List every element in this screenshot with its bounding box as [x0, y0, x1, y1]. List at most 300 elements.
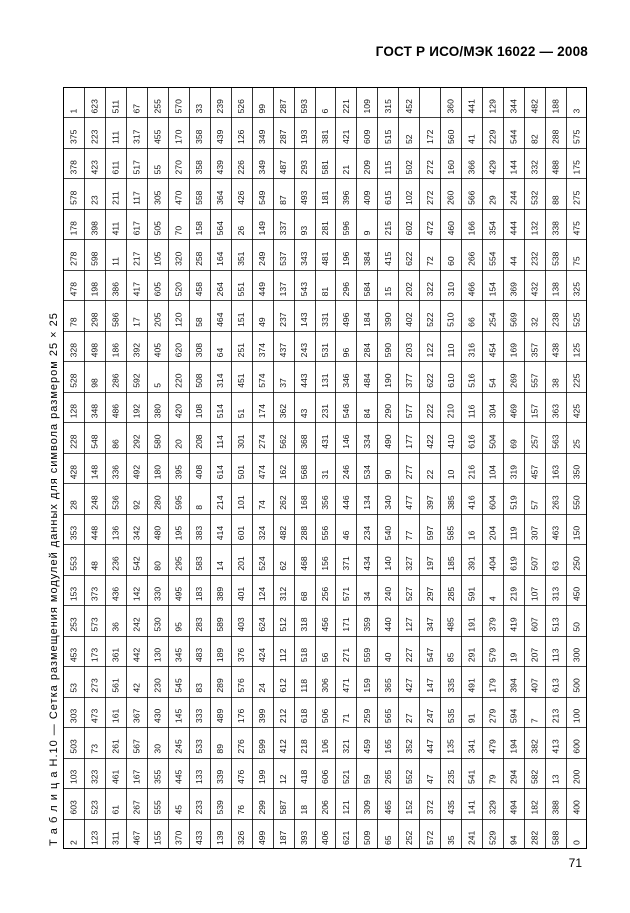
- grid-cell: 191: [466, 617, 477, 632]
- grid-cell: 323: [89, 769, 100, 785]
- grid-cell: 488: [550, 160, 561, 175]
- grid-cell: 354: [487, 221, 498, 236]
- grid-cell: 520: [173, 282, 184, 297]
- grid-cell: 460: [445, 221, 456, 236]
- grid-cell: 584: [361, 282, 372, 297]
- grid-cell: 219: [508, 586, 519, 602]
- grid-cell: 292: [131, 434, 142, 449]
- grid-cell: 622: [424, 373, 435, 388]
- grid-cell: 2: [68, 840, 79, 845]
- grid-cell: 594: [508, 708, 519, 724]
- grid-cell: 330: [152, 586, 163, 602]
- grid-cell: 472: [424, 221, 435, 236]
- grid-cell: 274: [257, 434, 268, 449]
- grid-cell: 400: [571, 800, 582, 815]
- grid-cell: 476: [236, 769, 247, 785]
- grid-cell: 481: [320, 251, 330, 266]
- grid-cell: 222: [424, 403, 435, 419]
- grid-cell: 235: [445, 769, 456, 785]
- grid-cell: 210: [445, 403, 456, 419]
- grid-cell: 435: [445, 800, 456, 815]
- grid-cell: 371: [340, 556, 351, 571]
- grid-cell: 267: [131, 800, 142, 815]
- grid-cell: 276: [236, 739, 247, 754]
- grid-cell: 153: [68, 586, 79, 602]
- grid-cell: 607: [529, 617, 540, 632]
- grid-cell: 542: [131, 556, 142, 571]
- grid-cell: 30: [152, 743, 163, 754]
- grid-cell: 181: [320, 190, 330, 205]
- grid-cell: 95: [173, 622, 184, 632]
- grid-cell: 401: [236, 586, 247, 602]
- grid-cell: 60: [445, 256, 456, 266]
- grid-cell: 96: [340, 347, 351, 358]
- grid-cell: 170: [173, 129, 184, 144]
- grid-cell: 314: [215, 373, 226, 388]
- grid-cell: 451: [236, 373, 247, 388]
- grid-cell: 41: [466, 134, 477, 144]
- grid-cell: 382: [529, 739, 540, 754]
- grid-cell: 231: [320, 403, 330, 419]
- grid-cell: 505: [152, 221, 163, 236]
- grid-cell: 585: [445, 525, 456, 541]
- grid-cell: 63: [550, 561, 561, 571]
- grid-cell: 562: [278, 434, 289, 449]
- grid-cell: 410: [445, 434, 456, 449]
- grid-cell: 34: [361, 591, 372, 602]
- grid-cell: 263: [550, 495, 561, 510]
- grid-cell: 579: [487, 647, 498, 663]
- grid-cell: 123: [89, 830, 100, 845]
- grid-cell: 48: [89, 561, 100, 571]
- grid-cell: 618: [299, 708, 310, 724]
- grid-cell: 203: [403, 342, 414, 358]
- grid-cell: 394: [508, 678, 519, 693]
- grid-cell: 42: [131, 683, 142, 693]
- grid-cell: 162: [278, 464, 289, 480]
- grid-cell: 381: [320, 129, 330, 144]
- grid-cell: 598: [89, 251, 100, 266]
- grid-cell: 312: [278, 586, 289, 602]
- grid-cell: 327: [403, 556, 414, 571]
- grid-cell: 344: [508, 99, 519, 114]
- grid-cell: 359: [361, 617, 372, 632]
- grid-cell: 434: [361, 556, 372, 571]
- grid-cell: 471: [340, 678, 351, 693]
- grid-cell: 208: [194, 434, 205, 449]
- grid-cell: 149: [257, 221, 268, 236]
- grid-cell: 193: [299, 129, 310, 144]
- grid-cell: 369: [508, 282, 519, 297]
- grid-cell: 308: [194, 342, 205, 358]
- grid-cell: 307: [529, 525, 540, 541]
- grid-cell: 380: [152, 403, 163, 419]
- grid-cell: 421: [340, 129, 351, 144]
- grid-cell: 249: [257, 251, 268, 266]
- grid-cell: 384: [361, 251, 372, 266]
- grid-cell: 209: [361, 160, 372, 175]
- page-number: 71: [568, 856, 582, 870]
- grid-cell: 212: [278, 708, 289, 724]
- grid-cell: 549: [257, 190, 268, 205]
- grid-cell: 454: [487, 342, 498, 358]
- grid-cell: 238: [550, 312, 561, 327]
- grid-cell: 531: [320, 342, 330, 358]
- grid-cell: 474: [257, 464, 268, 480]
- grid-cell: 283: [194, 617, 205, 632]
- grid-cell: 468: [299, 556, 310, 571]
- grid-cell: 484: [361, 373, 372, 388]
- grid-cell: 318: [299, 617, 310, 632]
- grid-cell: 329: [487, 800, 498, 815]
- grid-cell: 565: [382, 708, 393, 724]
- grid-cell: 85: [445, 652, 456, 663]
- grid-cell: 595: [173, 495, 184, 510]
- grid-cell: 239: [215, 99, 226, 114]
- grid-cell: 349: [257, 160, 268, 175]
- grid-cell: 587: [278, 800, 289, 815]
- grid-cell: 365: [382, 678, 393, 693]
- grid-cell: 346: [340, 373, 351, 388]
- grid-cell: 416: [466, 495, 477, 510]
- document-header: ГОСТ Р ИСО/МЭК 16022 — 2008: [375, 44, 588, 59]
- grid-cell: 221: [340, 99, 351, 114]
- grid-cell: 547: [424, 647, 435, 663]
- grid-cell: 192: [131, 403, 142, 419]
- grid-cell: 546: [340, 403, 351, 419]
- grid-cell: 135: [445, 739, 456, 754]
- grid-cell: 152: [403, 800, 414, 815]
- grid-cell: 321: [340, 739, 351, 754]
- grid-cell: 290: [382, 403, 393, 419]
- grid-cell: 229: [487, 129, 498, 144]
- table-caption: Т а б л и ц а Н.10 — Сетка размещения модулей данных для символа размером 25 × 25: [48, 312, 60, 846]
- grid-cell: 447: [424, 739, 435, 754]
- grid-cell: 341: [466, 739, 477, 754]
- grid-cell: 370: [173, 830, 184, 845]
- grid-cell: 390: [382, 312, 393, 327]
- grid-cell: 7: [529, 718, 540, 724]
- grid-cell: 609: [361, 129, 372, 144]
- grid-cell: 18: [299, 804, 310, 815]
- grid-cell: 492: [131, 464, 142, 480]
- grid-cell: 457: [529, 464, 540, 480]
- grid-cell: 272: [424, 160, 435, 175]
- grid-cell: 277: [403, 464, 414, 480]
- grid-cell: 145: [173, 708, 184, 724]
- grid-cell: 12: [278, 774, 289, 785]
- grid-cell: 245: [173, 739, 184, 754]
- grid-cell: 356: [320, 495, 330, 510]
- grid-cell: 201: [236, 556, 247, 571]
- grid-cell: 124: [257, 586, 268, 602]
- grid-cell: 189: [215, 647, 226, 663]
- grid-cell: 319: [508, 464, 519, 480]
- grid-cell: 70: [173, 225, 184, 236]
- grid-cell: 453: [68, 647, 79, 663]
- grid-cell: 227: [403, 647, 414, 663]
- grid-cell: 561: [110, 678, 121, 693]
- grid-cell: 204: [487, 525, 498, 541]
- grid-cell: 216: [466, 464, 477, 480]
- grid-cell: 143: [299, 312, 310, 327]
- grid-cell: 578: [68, 190, 79, 205]
- grid-cell: 90: [382, 469, 393, 480]
- grid-cell: 62: [278, 561, 289, 571]
- grid-cell: 250: [571, 556, 582, 571]
- grid-cell: 176: [236, 708, 247, 724]
- grid-cell: 78: [68, 317, 79, 327]
- grid-cell: 428: [68, 464, 79, 480]
- grid-cell: 255: [152, 99, 163, 114]
- grid-cell: 165: [382, 739, 393, 754]
- grid-cell: 150: [571, 525, 582, 541]
- grid-cell: 338: [550, 221, 561, 236]
- grid-cell: 335: [445, 678, 456, 693]
- grid-cell: 427: [403, 678, 414, 693]
- grid-cell: 127: [403, 617, 414, 632]
- grid-cell: 616: [466, 434, 477, 449]
- grid-cell: 556: [320, 525, 330, 541]
- grid-cell: 554: [487, 251, 498, 266]
- grid-cell: 518: [299, 647, 310, 663]
- grid-cell: 299: [257, 800, 268, 815]
- grid-cell: 137: [278, 282, 289, 297]
- grid-cell: 211: [110, 191, 121, 205]
- grid-cell: 49: [257, 317, 268, 327]
- grid-cell: 82: [529, 134, 540, 144]
- grid-cell: 429: [487, 160, 498, 175]
- grid-cell: 287: [278, 129, 289, 144]
- grid-cell: 242: [131, 617, 142, 632]
- grid-cell: 534: [361, 464, 372, 480]
- grid-cell: 463: [550, 525, 561, 541]
- grid-cell: 313: [550, 586, 561, 602]
- grid-cell: 485: [445, 617, 456, 632]
- grid-cell: 182: [529, 800, 540, 815]
- grid-cell: 436: [110, 586, 121, 602]
- grid-cell: 297: [424, 586, 435, 602]
- grid-cell: 493: [299, 190, 310, 205]
- grid-cell: 445: [173, 769, 184, 785]
- grid-cell: 126: [236, 129, 247, 144]
- grid-cell: 185: [445, 556, 456, 571]
- grid-cell: 316: [466, 342, 477, 358]
- grid-cell: 504: [487, 434, 498, 449]
- grid-cell: 528: [68, 373, 79, 388]
- grid-cell: 21: [340, 164, 351, 175]
- grid-cell: 29: [487, 195, 498, 205]
- grid-cell: 339: [215, 769, 226, 785]
- grid-cell: 350: [571, 464, 582, 480]
- grid-cell: 590: [382, 342, 393, 358]
- grid-cell: 180: [152, 464, 163, 480]
- grid-cell: 613: [550, 678, 561, 693]
- grid-cell: 154: [487, 282, 498, 297]
- grid-cell: 163: [550, 464, 561, 480]
- grid-cell: 530: [152, 617, 163, 632]
- grid-cell: 331: [320, 312, 330, 327]
- grid-cell: 258: [194, 251, 205, 266]
- grid-cell: 557: [529, 373, 540, 388]
- grid-cell: 40: [382, 652, 393, 663]
- grid-cell: 188: [550, 99, 561, 114]
- grid-cell: 56: [320, 652, 330, 663]
- grid-cell: 272: [424, 190, 435, 205]
- grid-cell: 573: [89, 617, 100, 632]
- grid-cell: 68: [299, 591, 310, 602]
- grid-cell: 285: [445, 586, 456, 602]
- grid-cell: 366: [466, 160, 477, 175]
- grid-cell: 455: [152, 129, 163, 144]
- grid-cell: 372: [424, 800, 435, 815]
- grid-cell: 252: [403, 830, 414, 845]
- grid-cell: 393: [299, 830, 310, 845]
- grid-cell: 304: [487, 403, 498, 419]
- grid-cell: 376: [236, 647, 247, 663]
- grid-cell: 92: [131, 500, 142, 510]
- grid-cell: 38: [550, 378, 561, 388]
- grid-cell: 15: [382, 286, 393, 297]
- grid-cell: 132: [529, 221, 540, 236]
- grid-cell: 8: [194, 504, 205, 510]
- grid-cell: 125: [571, 342, 582, 358]
- grid-cell: 213: [550, 708, 561, 724]
- grid-cell: 107: [529, 586, 540, 602]
- grid-cell: 407: [529, 678, 540, 693]
- grid-cell: 388: [550, 800, 561, 815]
- grid-cell: 64: [215, 347, 226, 358]
- grid-cell: 270: [173, 160, 184, 175]
- grid-cell: 583: [194, 556, 205, 571]
- grid-cell: 510: [445, 312, 456, 327]
- grid-cell: 572: [424, 830, 435, 845]
- grid-cell: 17: [131, 317, 142, 327]
- grid-cell: 597: [424, 525, 435, 541]
- grid-cell: 71: [340, 713, 351, 724]
- grid-cell: 169: [508, 342, 519, 358]
- grid-cell: 415: [382, 251, 393, 266]
- grid-cell: 287: [278, 99, 289, 114]
- grid-cell: 536: [110, 495, 121, 510]
- grid-cell: 37: [278, 378, 289, 388]
- grid-cell: 358: [194, 129, 205, 144]
- grid-cell: 610: [445, 373, 456, 388]
- grid-cell: 241: [466, 830, 477, 845]
- grid-cell: 326: [236, 830, 247, 845]
- grid-cell: 532: [529, 190, 540, 205]
- grid-cell: 266: [466, 251, 477, 266]
- grid-cell: 374: [257, 342, 268, 358]
- grid-cell: 512: [278, 617, 289, 632]
- grid-cell: 548: [89, 434, 100, 449]
- grid-cell: 305: [152, 190, 163, 205]
- grid-cell: 248: [89, 495, 100, 510]
- grid-cell: 487: [278, 160, 289, 175]
- grid-cell: 604: [487, 495, 498, 510]
- grid-cell: 588: [550, 830, 561, 845]
- grid-cell: 120: [173, 312, 184, 327]
- grid-cell: 67: [131, 103, 142, 114]
- grid-cell: 1: [68, 108, 79, 114]
- grid-cell: 575: [571, 129, 582, 144]
- grid-cell: 337: [278, 221, 289, 236]
- grid-cell: 406: [320, 830, 330, 845]
- grid-cell: 136: [110, 525, 121, 541]
- grid-cell: 183: [194, 586, 205, 602]
- grid-cell: 383: [194, 525, 205, 541]
- grid-cell: 9: [361, 230, 372, 236]
- grid-cell: 306: [320, 678, 330, 693]
- grid-cell: 540: [382, 525, 393, 541]
- grid-cell: 592: [131, 373, 142, 388]
- grid-cell: 116: [466, 404, 477, 419]
- grid-cell: 240: [382, 586, 393, 602]
- grid-cell: 396: [340, 190, 351, 205]
- grid-cell: 424: [257, 647, 268, 663]
- grid-cell: 309: [361, 800, 372, 815]
- grid-cell: 464: [215, 312, 226, 327]
- grid-cell: 389: [215, 586, 226, 602]
- grid-cell: 77: [403, 530, 414, 541]
- grid-cell: 375: [68, 129, 79, 144]
- grid-cell: 141: [466, 800, 477, 815]
- grid-cell: 430: [152, 708, 163, 724]
- grid-cell: 577: [403, 403, 414, 419]
- grid-cell: 50: [571, 622, 582, 632]
- grid-cell: 443: [299, 373, 310, 388]
- grid-cell: 233: [194, 800, 205, 815]
- grid-cell: 325: [571, 282, 582, 297]
- grid-cell: 122: [424, 342, 435, 358]
- grid-cell: 508: [194, 373, 205, 388]
- grid-cell: 367: [131, 708, 142, 724]
- grid-cell: 52: [403, 134, 414, 144]
- grid-cell: 177: [403, 434, 414, 449]
- grid-cell: 552: [403, 769, 414, 785]
- grid-cell: 560: [445, 129, 456, 144]
- grid-cell: 106: [320, 739, 330, 754]
- grid-cell: 458: [194, 282, 205, 297]
- grid-cell: 86: [110, 439, 121, 449]
- grid-cell: 262: [278, 495, 289, 510]
- grid-cell: 286: [110, 373, 121, 388]
- grid-cell: 32: [529, 317, 540, 327]
- grid-cell: 535: [445, 708, 456, 724]
- grid-cell: 526: [236, 99, 247, 114]
- grid-cell: 622: [403, 251, 414, 266]
- grid-cell: 202: [403, 282, 414, 297]
- grid-cell: 431: [320, 434, 330, 449]
- grid-cell: 289: [215, 678, 226, 693]
- grid-cell: 16: [466, 530, 477, 541]
- grid-cell: 538: [550, 251, 561, 266]
- grid-cell: 134: [361, 495, 372, 510]
- grid-cell: 275: [571, 190, 582, 205]
- grid-cell: 441: [466, 99, 477, 114]
- grid-cell: 342: [131, 525, 142, 541]
- grid-cell: 438: [550, 342, 561, 358]
- grid-cell: 507: [529, 556, 540, 571]
- grid-cell: 353: [68, 525, 79, 541]
- grid-cell: 570: [173, 99, 184, 114]
- grid-cell: 551: [236, 282, 247, 297]
- grid-cell: 105: [152, 251, 163, 266]
- grid-cell: 53: [68, 683, 79, 693]
- grid-cell: 320: [173, 251, 184, 266]
- grid-cell: 500: [571, 678, 582, 693]
- grid-cell: 489: [215, 708, 226, 724]
